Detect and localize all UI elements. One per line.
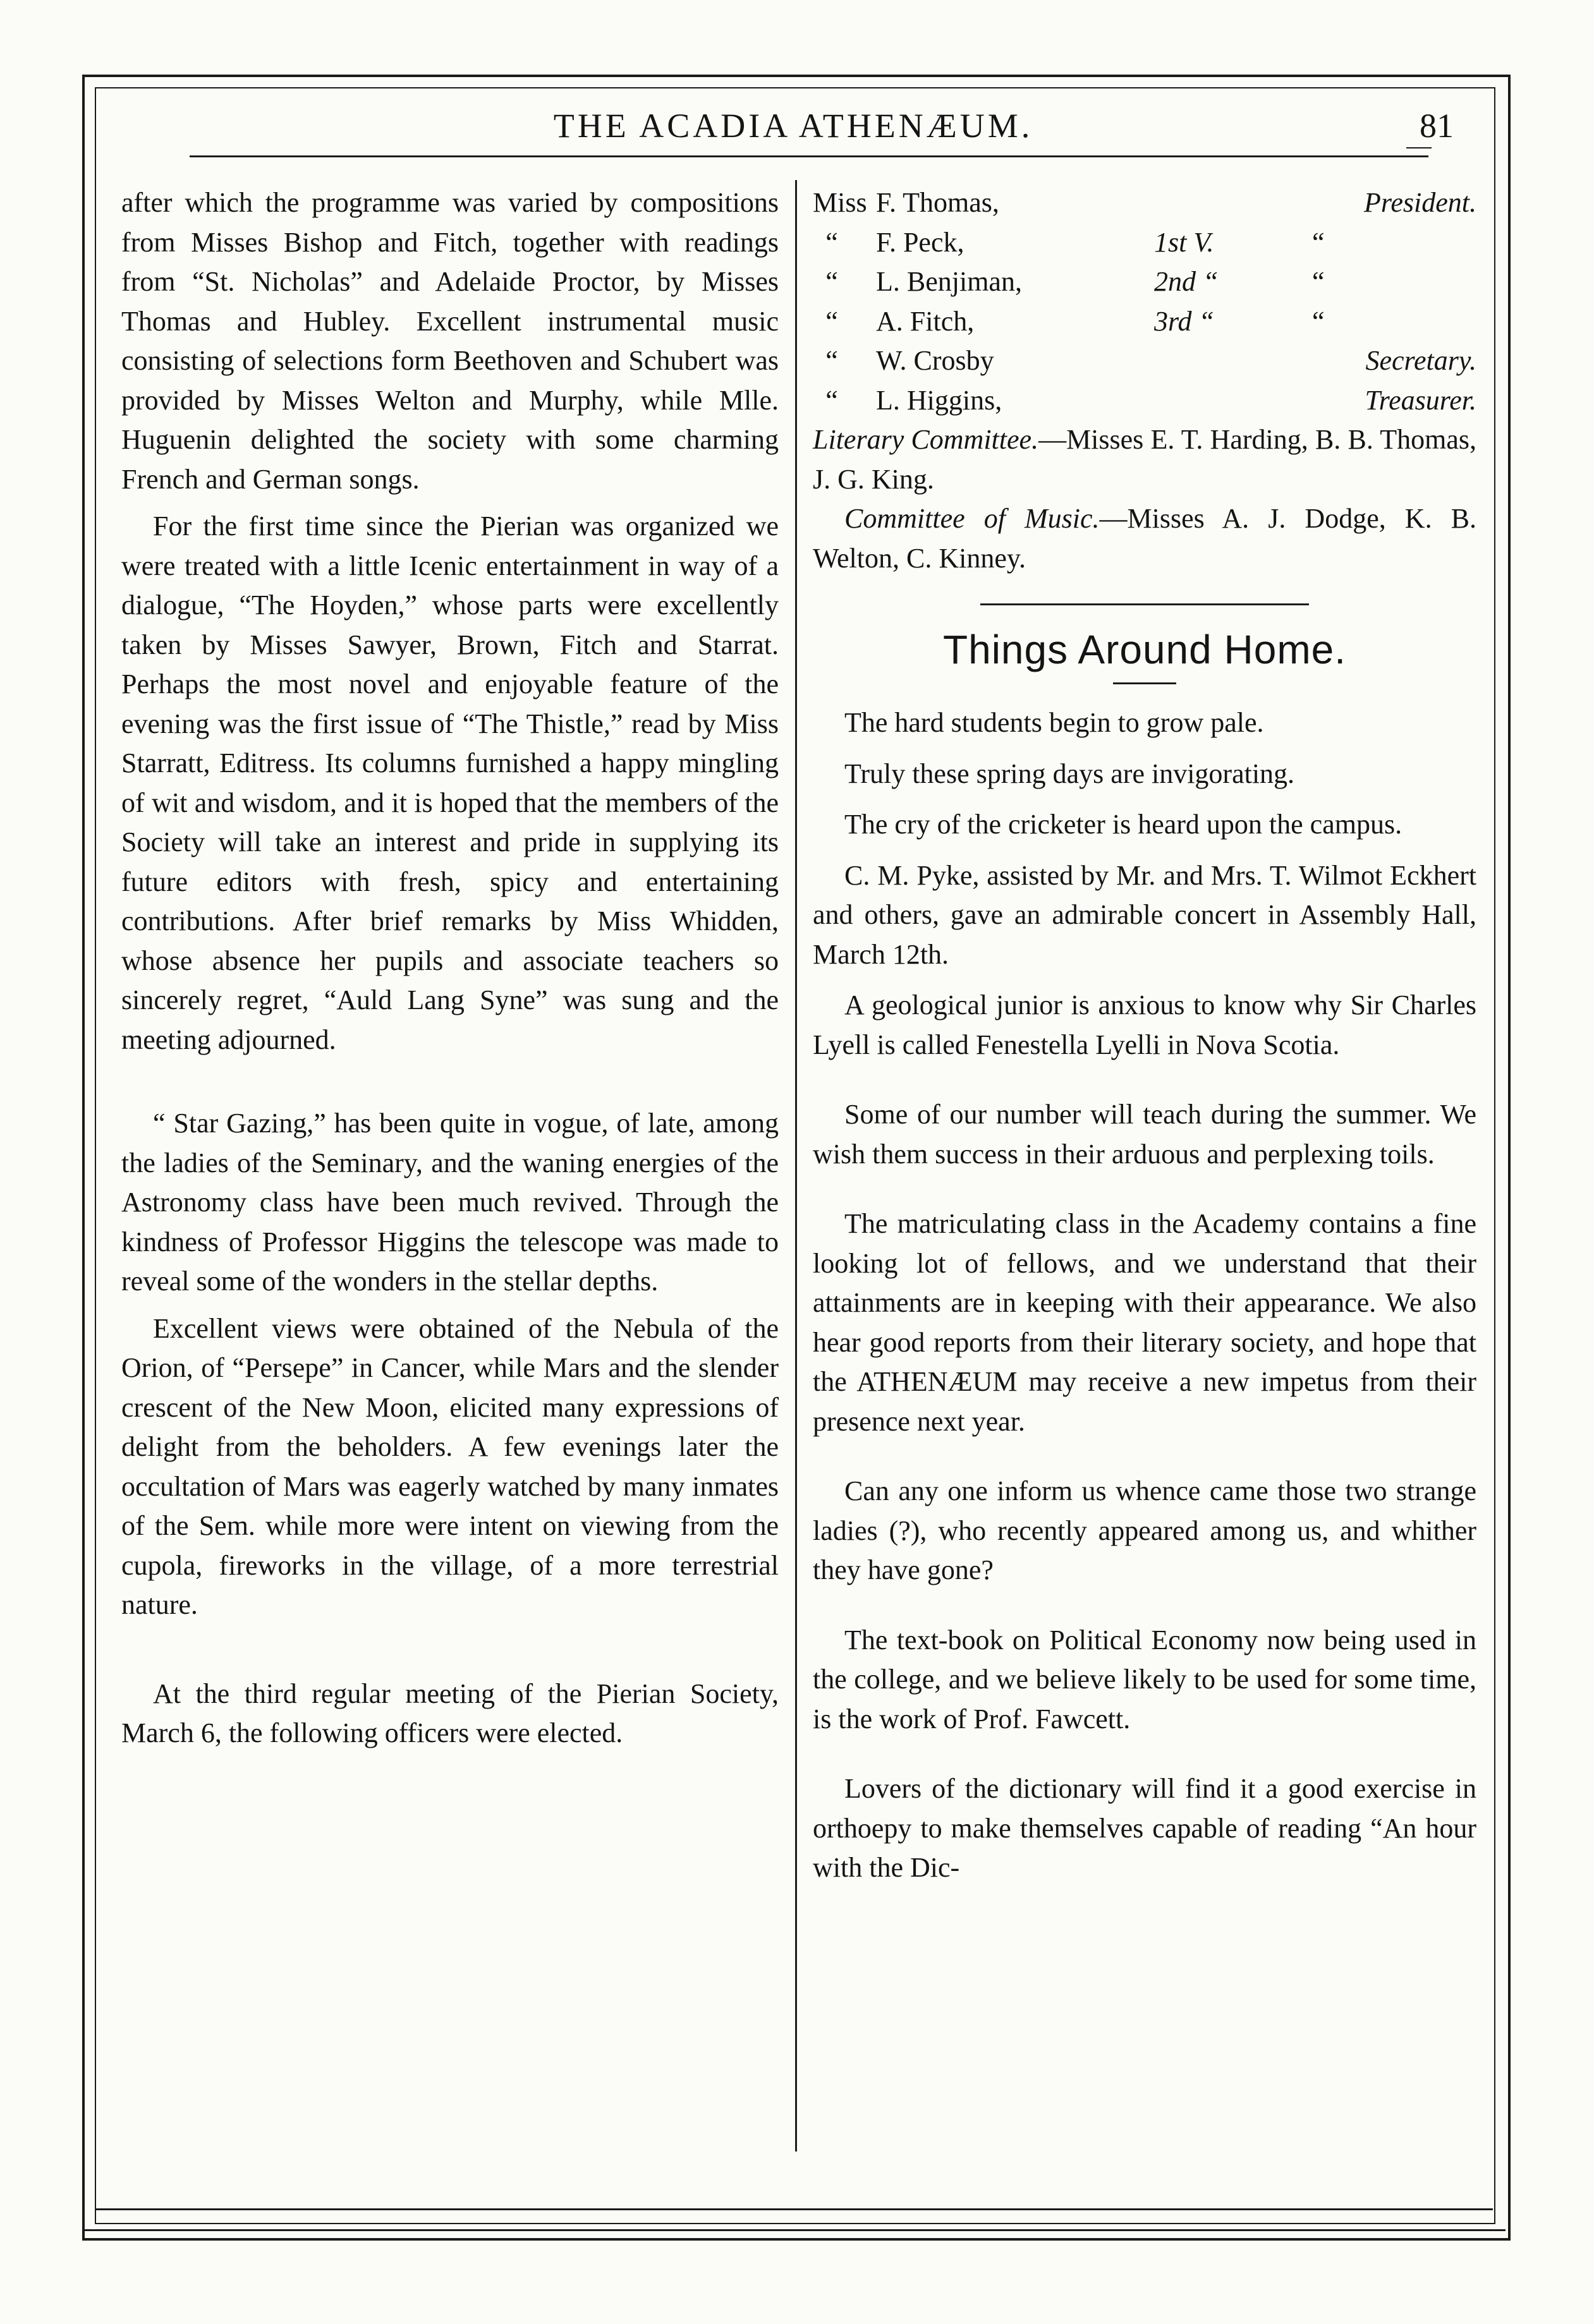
officer-ordinal: 1st V. xyxy=(1154,226,1214,258)
section-separator xyxy=(980,603,1309,605)
officer-prefix: “ xyxy=(825,266,838,297)
officer-ordinal: 2nd “ xyxy=(1154,266,1219,297)
news-item: C. M. Pyke, assisted by Mr. and Mrs. T. Wilmot Eckhert and others, gave an admirable concert in Assembly Hall, March 12th. xyxy=(813,859,1476,970)
officer-prefix: “ xyxy=(825,384,838,416)
news-item: Lovers of the dictionary will find it a good exercise in orthoepy to make themselves capable of reading “An hour with the Dic- xyxy=(813,1773,1476,1883)
news-item: A geological junior is anxious to know why Sir Charles Lyell is called Fenestella Lyelli in Nova Scotia. xyxy=(813,990,1476,1060)
left-column xyxy=(121,183,779,1753)
committee-members: —Misses A. J. Dodge, K. B. Welton, C. Kinney. xyxy=(813,503,1476,574)
news-item: The cry of the cricketer is heard upon the campus. xyxy=(844,809,1402,840)
officer-prefix: Miss xyxy=(813,187,867,218)
officer-ordinal: 3rd “ xyxy=(1154,305,1214,337)
literary-committee xyxy=(813,420,1476,499)
officer-prefix: “ xyxy=(825,345,838,376)
officer-name: L. Benjiman, xyxy=(876,266,1022,297)
news-item: The matriculating class in the Academy contains a fine looking lot of fellows, and we understand that their attainments are in keeping with their appearance. We also hear good reports from their literary society, and hope that the ATHENÆUM may receive a new impetus from their presence next year. xyxy=(813,1208,1476,1437)
running-title: THE ACADIA ATHENÆUM. xyxy=(553,107,1033,145)
paragraph: At the third regular meeting of the Pierian Society, March 6, the following officers were elected. xyxy=(121,1678,779,1748)
officer-role: “ xyxy=(1312,266,1325,297)
officer-prefix: “ xyxy=(825,305,838,337)
column-divider xyxy=(795,180,797,2152)
officer-row xyxy=(813,341,1476,381)
officer-name: F. Peck, xyxy=(876,226,964,258)
news-item: Truly these spring days are invigorating. xyxy=(844,758,1295,789)
officer-prefix: “ xyxy=(825,226,838,258)
officer-row xyxy=(813,302,1476,342)
officer-name: W. Crosby xyxy=(876,345,994,376)
music-committee xyxy=(813,499,1476,578)
officer-name: A. Fitch, xyxy=(876,305,975,337)
committee-members: —Misses E. T. Harding, B. B. Thomas, J. G. King. xyxy=(813,424,1477,495)
bottom-rule-outer xyxy=(82,2229,1506,2231)
bottom-rule xyxy=(95,2208,1493,2210)
header-rule xyxy=(190,155,1428,157)
officer-row xyxy=(813,183,1476,223)
officer-role: Treasurer. xyxy=(1365,384,1476,416)
committee-label: Literary Committee. xyxy=(813,424,1039,455)
page-number: 81 xyxy=(1420,107,1454,145)
paragraph: after which the programme was varied by compositions from Misses Bishop and Fitch, together with readings from “St. Nicholas” and Adelaide Proctor, by Misses Thomas and Hubley. Excellent instrumental music consisting of selections form Beethoven and Schubert was provided by Misses Welton and Murphy, while Mlle. Huguenin delighted the society with some charming French and German songs. xyxy=(121,187,779,495)
officer-row xyxy=(813,223,1476,263)
officer-row xyxy=(813,262,1476,302)
officer-role: President. xyxy=(1364,187,1476,218)
officer-role: Secretary. xyxy=(1365,345,1476,376)
header-rule-mark xyxy=(1406,147,1432,148)
officer-name: F. Thomas, xyxy=(876,187,999,218)
officer-name: L. Higgins, xyxy=(876,384,1002,416)
heading-rule xyxy=(1113,682,1176,684)
paragraph: For the first time since the Pierian was organized we were treated with a little Icenic entertainment in way of a dialogue, “The Hoyden,” whose parts were excellently taken by Misses Sawyer, Brown, Fitch and Starrat. Perhaps the most novel and enjoyable feature of the evening was the first issue of “The Thistle,” read by Miss Starratt, Editress. Its columns furnished a happy mingling of wit and wisdom, and it is hoped that the members of the Society will take an interest and pride in supplying its future editors with fresh, spicy and entertaining contributions. After brief remarks by Miss Whidden, whose absence her pupils and associate teachers so sincerely regret, “Auld Lang Syne” was sung and the meeting adjourned. xyxy=(121,511,779,1055)
officer-row xyxy=(813,381,1476,421)
news-item: Can any one inform us whence came those two strange ladies (?), who recently appeared among us, and whither they have gone? xyxy=(813,1475,1476,1585)
committee-label: Committee of Music. xyxy=(844,503,1100,534)
officer-role: “ xyxy=(1312,305,1325,337)
right-column xyxy=(813,183,1476,1888)
officers-list xyxy=(813,183,1476,420)
news-item: The hard students begin to grow pale. xyxy=(844,707,1264,738)
page-header xyxy=(107,95,1479,164)
paragraph: “ Star Gazing,” has been quite in vogue, of late, among the ladies of the Seminary, and the waning energies of the Astronomy class have been much revived. Through the kindness of Professor Higgins the telescope was made to reveal some of the wonders in the stellar depths. xyxy=(121,1108,779,1297)
officer-role: “ xyxy=(1312,226,1325,258)
paragraph: Excellent views were obtained of the Nebula of the Orion, of “Persepe” in Cancer, while Mars and the slender crescent of the New Moon, elicited many expressions of delight from the beholders. A few evenings later the occultation of Mars was eagerly watched by many inmates of the Sem. while more were intent on viewing from the cupola, fireworks in the village, of a more terrestrial nature. xyxy=(121,1312,779,1620)
section-heading: Things Around Home. xyxy=(943,627,1346,672)
news-item: The text-book on Political Economy now being used in the college, and we believe likely to be used for some time, is the work of Prof. Fawcett. xyxy=(813,1624,1476,1734)
news-item: Some of our number will teach during the summer. We wish them success in their arduous and perplexing toils. xyxy=(813,1099,1476,1170)
